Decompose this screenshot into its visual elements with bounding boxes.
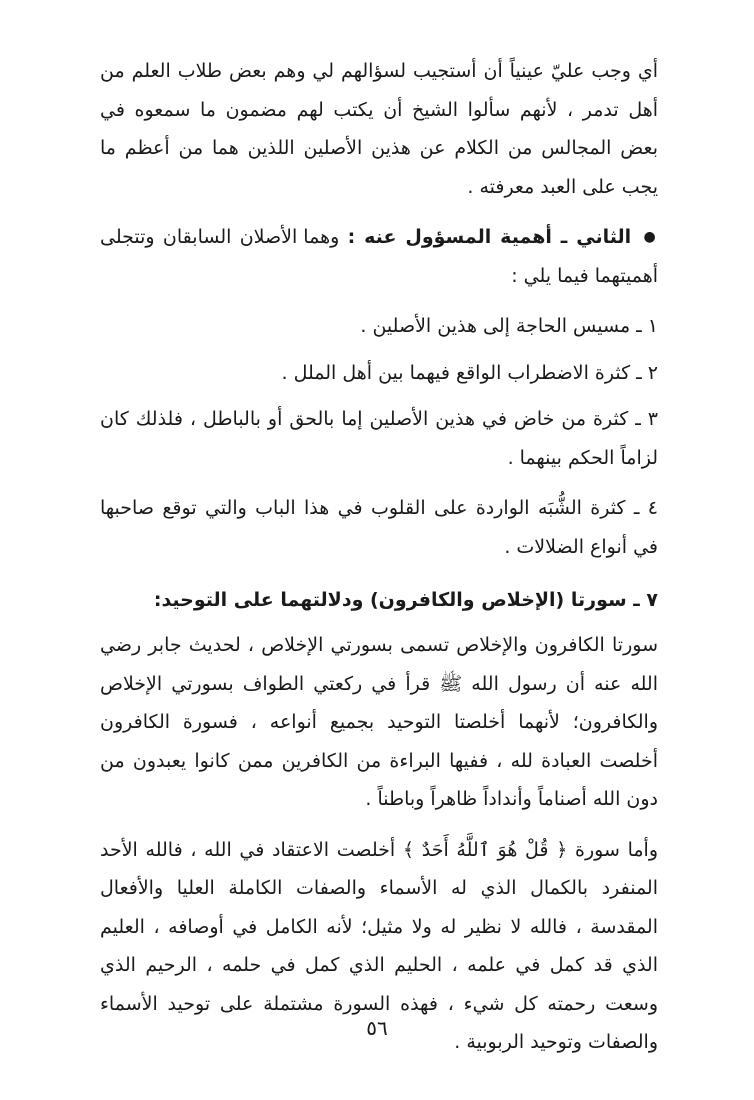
intro-paragraph: أي وجب عليّ عينياً أن أستجيب لسؤالهم لي وهم بعض طلاب العلم من أهل تدمر ، لأنهم سألوا الشيخ أن يكتب لهم مضمون ما سمعوه في بعض المجالس من الكلام عن هذين الأصلين اللذين هما من أعظم ما يجب على العبد معرفته . xyxy=(100,60,658,198)
surahs-paragraph: سورتا الكافرون والإخلاص تسمى بسورتي الإخلاص ، لحديث جابر رضي الله عنه أن رسول الله ﷺ قرأ في ركعتي الطواف بسورتي الإخلاص والكافرون؛ لأنهما أخلصتا التوحيد بجميع أنواعه ، فسورة الكافرون أخلصت العبادة لله ، ففيها البراءة من الكافرين ممن كانوا يعبدون من دون الله أصناماً وأنداداً ظاهراً وباطناً . xyxy=(100,634,658,811)
list-item-2: ٢ ـ كثرة الاضطراب الواقع فيهما بين أهل الملل . xyxy=(281,361,658,384)
page-number: ٥٦ xyxy=(366,1016,388,1040)
list-item-3: ٣ ـ كثرة من خاض في هذين الأصلين إما بالحق أو بالباطل ، فلذلك كان لزاماً الحكم بينهما . xyxy=(100,408,658,469)
bullet-icon: ● xyxy=(643,229,659,246)
second-point-text: وهما الأصلان السابقان وتتجلى أهميتهما فيما يلي : xyxy=(100,226,658,287)
section-heading-7: ٧ ـ سورتا (الإخلاص والكافرون) ودلالتهما على التوحيد: xyxy=(153,589,658,612)
list-item-1: ١ ـ مسيس الحاجة إلى هذين الأصلين . xyxy=(360,315,658,338)
second-point-lead: الثاني ـ أهمية المسؤول عنه : xyxy=(347,226,632,248)
second-point-paragraph xyxy=(100,218,658,295)
list-item-4: ٤ ـ كثرة الشُّبَه الواردة على القلوب في هذا الباب والتي توقع صاحبها في أنواع الضلالات . xyxy=(100,497,658,558)
ikhlas-paragraph: وأما سورة ﴿ قُلْ هُوَ ٱللَّهُ أَحَدٌ ﴾ أخلصت الاعتقاد في الله ، فالله الأحد المنفرد بالكمال الذي له الأسماء والصفات الكاملة العليا والأفعال المقدسة ، فالله لا نظير له ولا مثيل؛ لأنه الكامل في أوصافه ، العليم الذي قد كمل في علمه ، الحليم الذي كمل في حلمه ، الرحيم الذي وسعت رحمته كل شيء ، فهذه السورة مشتملة على توحيد الأسماء والصفات وتوحيد الربوبية . xyxy=(100,838,658,1054)
